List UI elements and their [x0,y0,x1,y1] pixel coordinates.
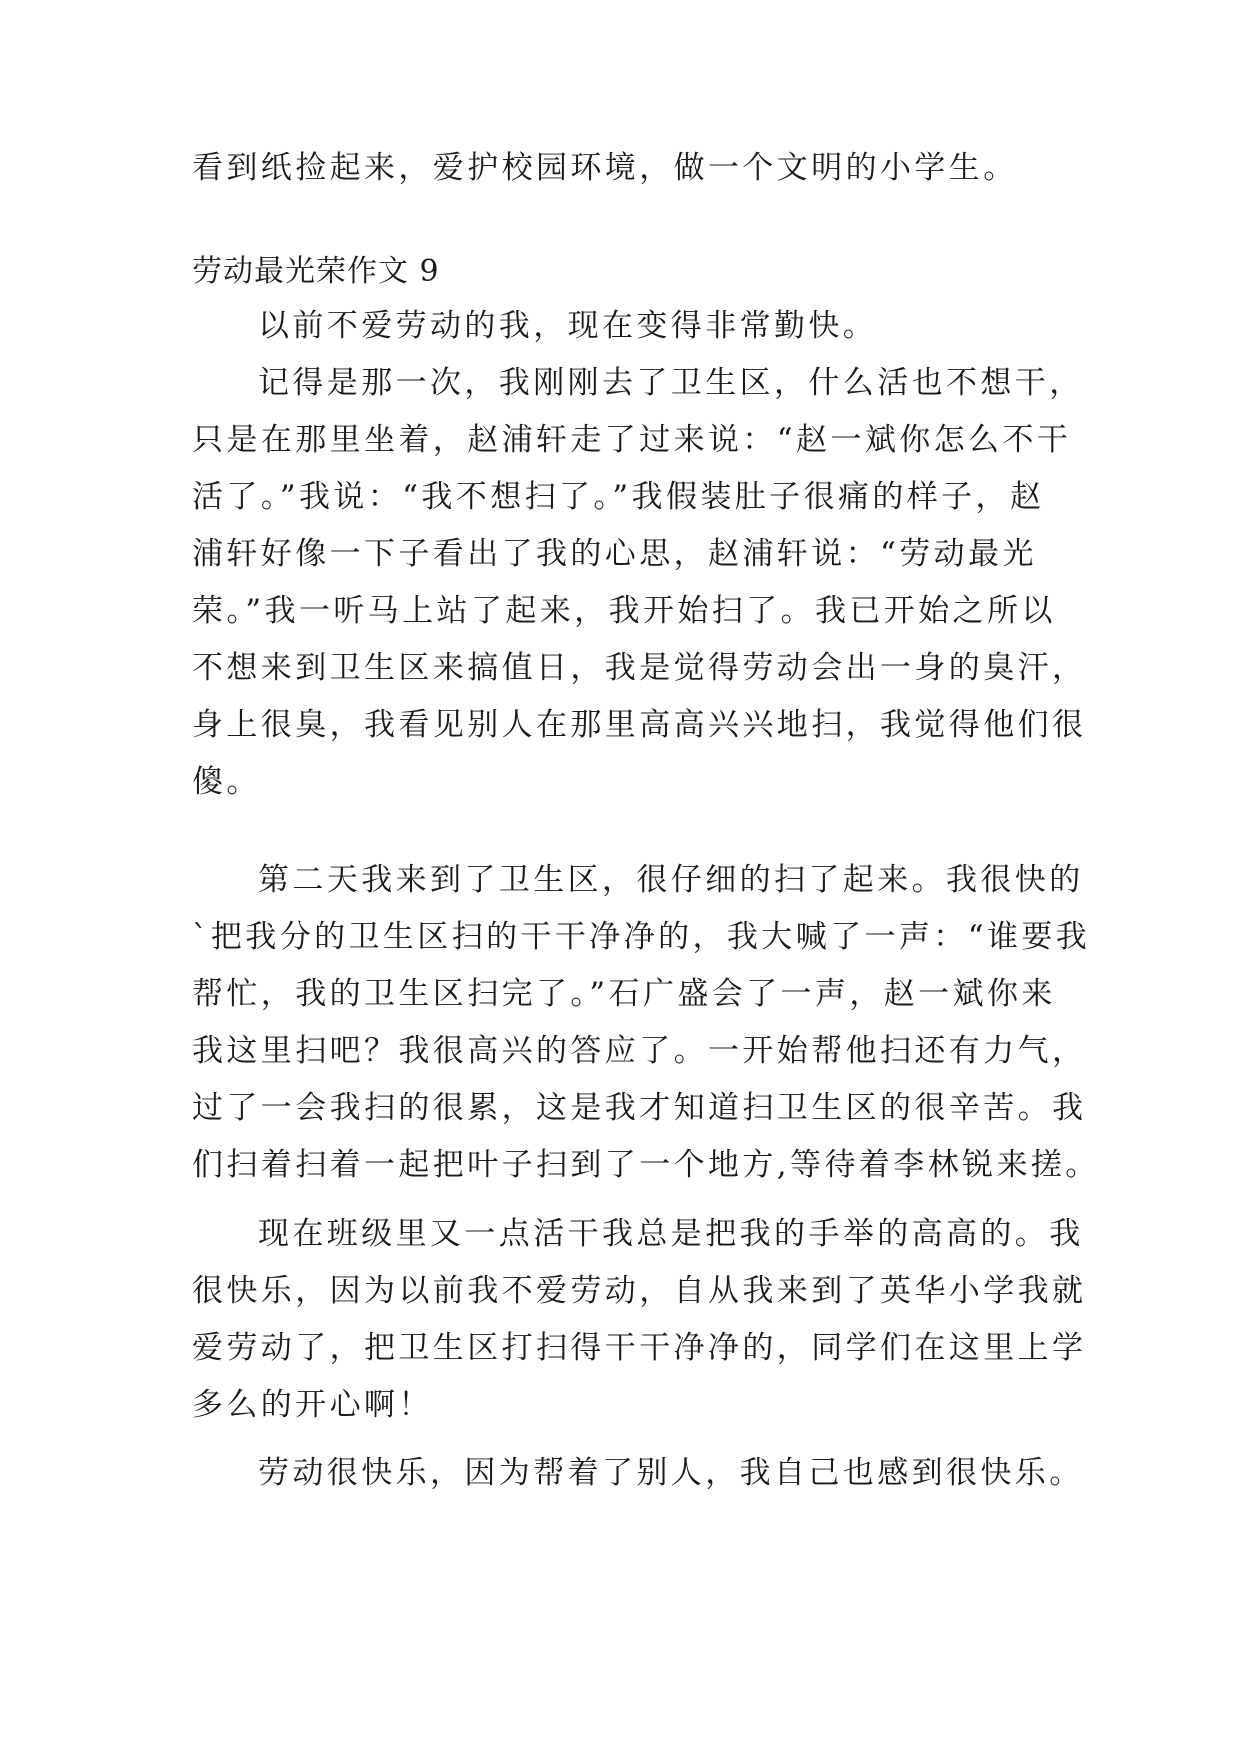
paragraph-line: 多么的开心啊！ [192,1387,433,1423]
paragraph-line: 不想来到卫生区来搞值日，我是觉得劳动会出一身的臭汗， [192,650,1087,686]
paragraph-line: 只是在那里坐着，赵浦轩走了过来说：“赵一斌你怎么不干 [192,422,1072,458]
paragraph-line: 爱劳动了，把卫生区打扫得干干净净的，同学们在这里上学 [192,1330,1087,1366]
paragraph-line: `把我分的卫生区扫的干干净净的，我大喊了一声：“谁要我 [192,919,1091,955]
paragraph-line: 我这里扫吧？我很高兴的答应了。一开始帮他扫还有力气， [192,1033,1087,1069]
paragraph-line: 劳动很快乐，因为帮着了别人，我自己也感到很快乐。 [258,1455,1084,1491]
essay-title: 劳动最光荣作文 9 [192,254,440,289]
paragraph-line: 傻。 [192,764,261,800]
paragraph-line: 记得是那一次，我刚刚去了卫生区，什么活也不想干， [258,365,1084,401]
paragraph-line: 身上很臭，我看见别人在那里高高兴兴地扫，我觉得他们很 [192,707,1087,743]
paragraph-line: 以前不爱劳动的我，现在变得非常勤快。 [258,308,878,344]
paragraph-line: 们扫着扫着一起把叶子扫到了一个地方,等待着李林锐来搓。 [192,1147,1100,1183]
paragraph-line: 荣。”我一听马上站了起来，我开始扫了。我已开始之所以 [192,593,1056,629]
paragraph-line: 活了。”我说：“我不想扫了。”我假装肚子很痛的样子，赵 [192,479,1045,515]
paragraph-line: 浦轩好像一下子看出了我的心思，赵浦轩说：“劳动最光 [192,536,1037,572]
paragraph-line: 现在班级里又一点活干我总是把我的手举的高高的。我 [258,1216,1084,1252]
paragraph-line: 过了一会我扫的很累，这是我才知道扫卫生区的很辛苦。我 [192,1090,1087,1126]
intro-line: 看到纸捡起来，爱护校园环境，做一个文明的小学生。 [192,150,1018,186]
paragraph-line: 帮忙，我的卫生区扫完了。”石广盛会了一声，赵一斌你来 [192,976,1056,1012]
paragraph-line: 第二天我来到了卫生区，很仔细的扫了起来。我很快的 [258,862,1084,898]
paragraph-line: 很快乐，因为以前我不爱劳动，自从我来到了英华小学我就 [192,1273,1087,1309]
